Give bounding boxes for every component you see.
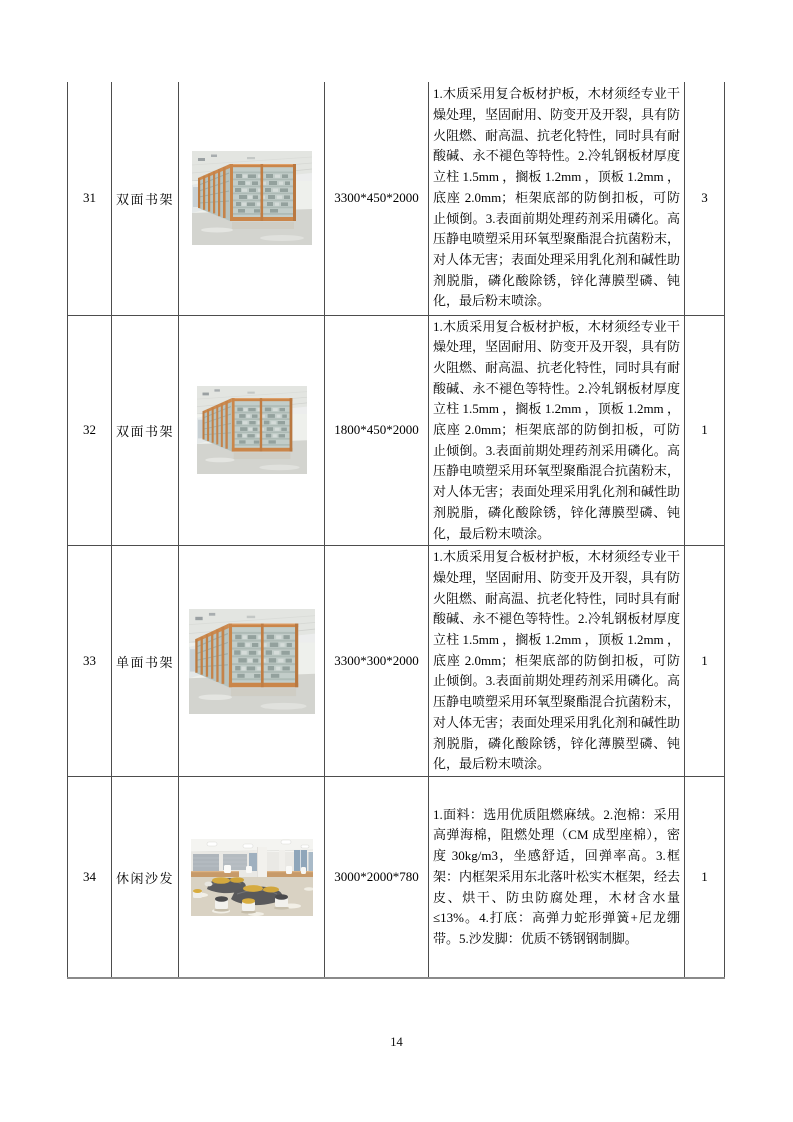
item-description: 1.木质采用复合板材护板，木材须经专业干燥处理，坚固耐用、防变开及开裂，具有防火阻燃、耐高温、抗老化特性，同时具有耐酸碱、永不褪色等特性。2.冷轧钢板材厚度立柱 1.5mm ，搁板 1.2mm ，顶板 1.2mm ，底座 2.0mm；柜架底部的防倒扣板，可防止倾倒。3.表面前期处理药剂采用磷化。高压静电喷塑采用环氧型聚酯混合抗菌粉末，对人体无害；表面处理采用乳化剂和碱性助剂脱脂，磷化酸除锈，锌化薄膜型磷、钝化，最后粉末喷涂。: [433, 549, 681, 772]
item-description: 1.木质采用复合板材护板，木材须经专业干燥处理，坚固耐用、防变开及开裂，具有防火阻燃、耐高温、抗老化特性，同时具有耐酸碱、永不褪色等特性。2.冷轧钢板材厚度立柱 1.5mm ，搁板 1.2mm ，顶板 1.2mm ，底座 2.0mm；柜架底部的防倒扣板，可防止倾倒。3.表面前期处理药剂采用磷化。高压静电喷塑采用环氧型聚酯混合抗菌粉末，对人体无害；表面处理采用乳化剂和碱性助剂脱脂，磷化酸除锈，锌化薄膜型磷、钝化，最后粉末喷涂。: [433, 318, 681, 541]
table-row: [68, 315, 725, 546]
item-description-cell: [429, 546, 685, 777]
item-number: 31: [68, 82, 112, 315]
item-photo-cell: [179, 315, 325, 546]
item-quantity: 3: [685, 82, 725, 315]
item-photo-cell: [179, 82, 325, 315]
item-name: 休闲沙发: [112, 776, 179, 978]
item-description-cell: [429, 82, 685, 315]
item-description-cell: [429, 776, 685, 978]
leisure-sofa-photo: [191, 839, 313, 916]
item-name: 双面书架: [112, 315, 179, 546]
item-dimensions: 3000*2000*780: [325, 776, 429, 978]
item-quantity: 1: [685, 546, 725, 777]
item-number: 33: [68, 546, 112, 777]
table-row: [68, 546, 725, 777]
item-dimensions: 3300*300*2000: [325, 546, 429, 777]
item-name: 单面书架: [112, 546, 179, 777]
page-number: 14: [390, 1035, 403, 1049]
item-number: 32: [68, 315, 112, 546]
double-sided-bookshelf-photo: [192, 151, 312, 245]
item-quantity: 1: [685, 776, 725, 978]
table-row: [68, 82, 725, 315]
double-sided-bookshelf-photo: [197, 386, 307, 474]
item-photo-cell: [179, 546, 325, 777]
item-dimensions: 3300*450*2000: [325, 82, 429, 315]
single-sided-bookshelf-photo: [189, 609, 315, 714]
item-description: 1.木质采用复合板材护板，木材须经专业干燥处理，坚固耐用、防变开及开裂，具有防火阻燃、耐高温、抗老化特性，同时具有耐酸碱、永不褪色等特性。2.冷轧钢板材厚度立柱 1.5mm ，搁板 1.2mm ，顶板 1.2mm ，底座 2.0mm；柜架底部的防倒扣板，可防止倾倒。3.表面前期处理药剂采用磷化。高压静电喷塑采用环氧型聚酯混合抗菌粉末，对人体无害；表面处理采用乳化剂和碱性助剂脱脂，磷化酸除锈，锌化薄膜型磷、钝化，最后粉末喷涂。: [433, 86, 681, 309]
item-description-cell: [429, 315, 685, 546]
item-photo-cell: [179, 776, 325, 978]
item-dimensions: 1800*450*2000: [325, 315, 429, 546]
item-number: 34: [68, 776, 112, 978]
furniture-spec-table: [67, 82, 725, 979]
item-name: 双面书架: [112, 82, 179, 315]
item-quantity: 1: [685, 315, 725, 546]
item-description: 1.面料：选用优质阻燃麻绒。2.泡棉：采用高弹海棉，阻燃处理（CM 成型座棉），密度 30kg/m3，坐感舒适，回弹率高。3.框架：内框架采用东北落叶松实木框架，经去皮、烘干、防虫防腐处理，木材含水量≤13%。4.打底：高弹力蛇形弹簧+尼龙绷带。5.沙发脚：优质不锈钢钢制脚。: [433, 806, 681, 946]
table-row: [68, 776, 725, 978]
